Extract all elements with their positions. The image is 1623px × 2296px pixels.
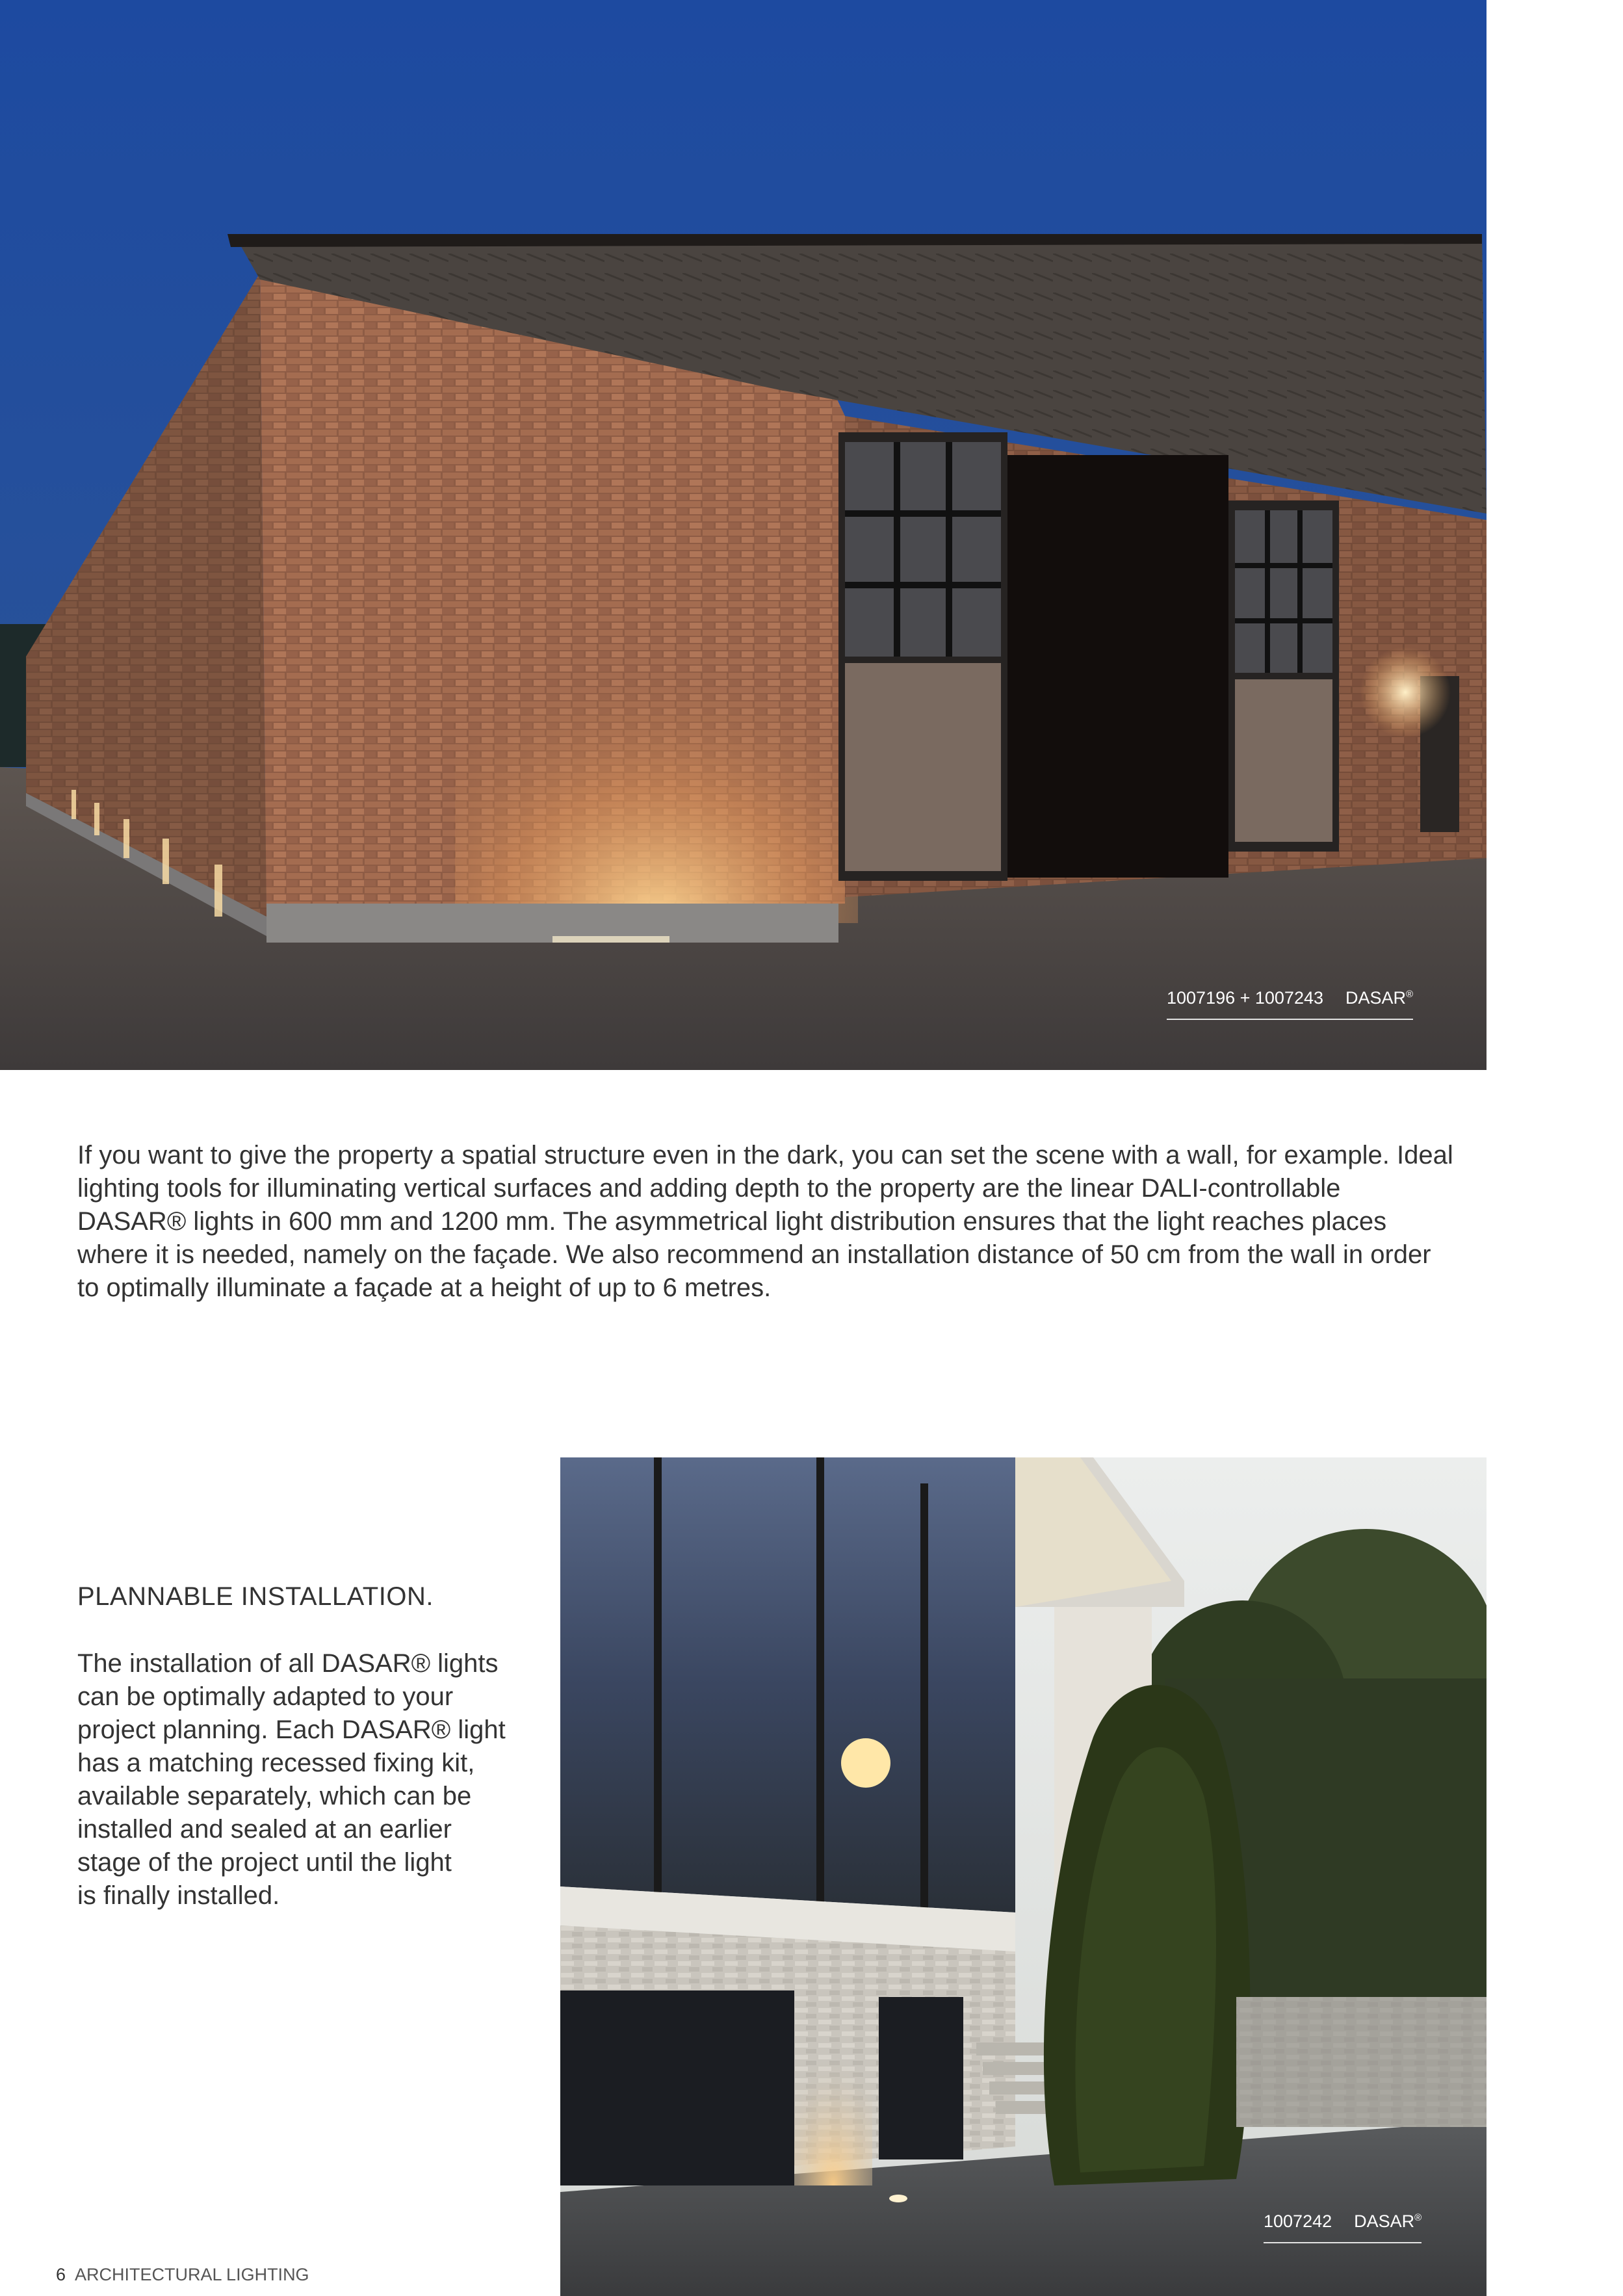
section-heading: PLANNABLE INSTALLATION. (77, 1582, 434, 1611)
section-body-line: project planning. Each DASAR® light (77, 1715, 506, 1744)
section-body (77, 1647, 545, 1912)
modern-house-photo (560, 1457, 1487, 2296)
barn-facade-illustration (0, 0, 1487, 1070)
section-body-line: stage of the project until the light (77, 1848, 452, 1877)
intro-paragraph: If you want to give the property a spatial structure even in the dark, you can set the scene with a wall, for example. Ideal lighting tools for illuminating vertical surfaces and adding depth to the property are the linear DALI-controllable DASAR® lights in 600 mm and 1200 mm. The asymmetrical light distribution ensures that the light reaches places where it is needed, namely on the façade. We also recommend an installation distance of 50 cm from the wall in order to optimally illuminate a façade at a height of up to 6 metres. (77, 1141, 1453, 1302)
page-number: 6 (56, 2265, 66, 2284)
bottom-photo-product-code: 1007242 (1264, 2211, 1332, 2231)
section-body-line: can be optimally adapted to your (77, 1682, 454, 1711)
section-body-line: The installation of all DASAR® lights (77, 1649, 499, 1678)
top-photo-product-code: 1007196 + 1007243 (1167, 988, 1323, 1008)
barn-facade-photo (0, 0, 1487, 1070)
bottom-photo-caption (1264, 2211, 1422, 2243)
page-footer (56, 2265, 309, 2285)
top-photo-product-name: DASAR® (1345, 988, 1414, 1008)
section-name: ARCHITECTURAL LIGHTING (75, 2265, 309, 2284)
section-body-line: is finally installed. (77, 1881, 280, 1910)
top-photo-caption (1167, 988, 1413, 1020)
section-body-line: has a matching recessed fixing kit, (77, 1749, 475, 1777)
modern-house-illustration (560, 1457, 1487, 2296)
section-body-line: available separately, which can be (77, 1782, 472, 1810)
bottom-photo-product-name: DASAR® (1354, 2211, 1422, 2231)
section-body-line: installed and sealed at an earlier (77, 1815, 452, 1844)
